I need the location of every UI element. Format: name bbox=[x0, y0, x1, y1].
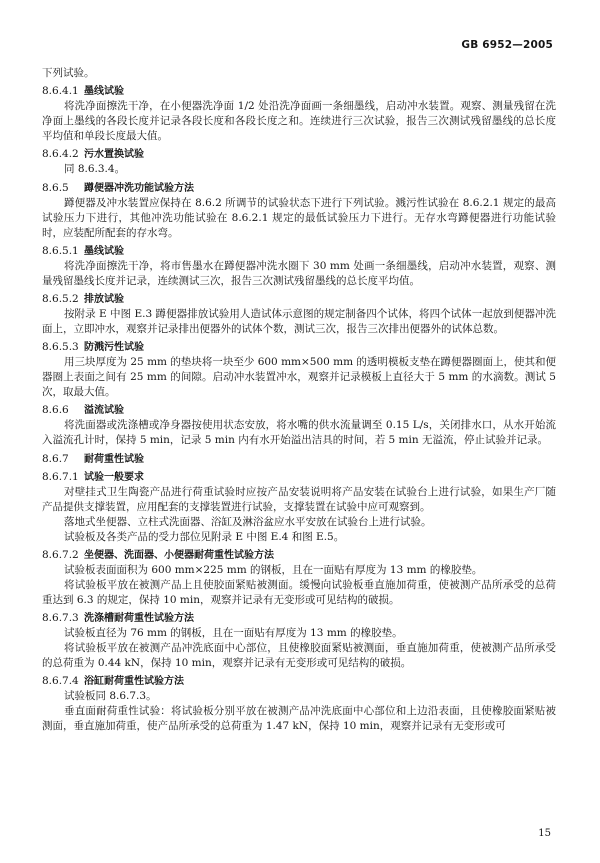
standard-code-header: GB 6952—2005 bbox=[461, 39, 553, 51]
section-title: 防溅污性试验 bbox=[84, 342, 144, 354]
section-number: 8.6.5.2 bbox=[42, 292, 79, 305]
section-heading bbox=[42, 548, 556, 563]
section-number: 8.6.5.3 bbox=[42, 341, 79, 354]
paragraph: 将洗净面擦洗干净，在小便器洗净面 1/2 处沿洗净面画一条细墨线，启动冲水装置。观察、测量残留在洗净面上墨线的各段长度并记录各段长度和各段长度之和。连续进行三次试验，报告三次测试残留墨线的总长度平均值和单段长度最大值。 bbox=[42, 100, 556, 143]
paragraph: 试验板表面面积为 600 mm×225 mm 的钢板，且在一面贴有厚度为 13 mm 的橡胶垫。 bbox=[64, 563, 483, 576]
section-title: 排放试验 bbox=[84, 293, 124, 305]
paragraph: 按附录 E 中图 E.3 蹲便器排放试验用人造试体示意图的规定制备四个试体，将四个试体一起放到便器冲洗面上，立即冲水，观察并记录排出便器外的试体个数，测试三次，报告三次排出便器外的试体总数。 bbox=[42, 307, 556, 335]
section-title: 试验一般要求 bbox=[84, 471, 144, 483]
section-title: 浴缸耐荷重性试验方法 bbox=[84, 676, 184, 688]
section-title: 污水置换试验 bbox=[84, 149, 144, 161]
section-number: 8.6.6 bbox=[42, 404, 69, 417]
paragraph: 蹲便器及冲水装置应保持在 8.6.2 所调节的试验状态下进行下列试验。溅污性试验在 8.6.2.1 规定的最高试验压力下进行，其他冲洗功能试验在 8.6.2.1 规定的最低试验压力下进行。无存水弯蹲便器进行功能试验时，应装配所配套的存水弯。 bbox=[42, 196, 556, 239]
section-heading bbox=[42, 244, 556, 259]
paragraph: 将试验板平放在被测产品上且使胶面紧贴被测面。缓慢向试验板垂直施加荷重，使被测产品所承受的总荷重达到 6.3 的规定，保持 10 min，观察并记录有无变形或可见结构的破损。 bbox=[42, 578, 556, 606]
section-heading bbox=[42, 181, 556, 196]
section-number: 8.6.7.4 bbox=[42, 675, 79, 688]
paragraph: 对壁挂式卫生陶瓷产品进行荷重试验时应按产品安装说明将产品安装在试验台上进行试验，如果生产厂随产品提供支撑装置，应用配套的支撑装置进行试验，支撑装置在试验中应可观察到。 bbox=[42, 485, 556, 513]
section-number: 8.6.7.1 bbox=[42, 470, 79, 483]
section-number: 8.6.4.1 bbox=[42, 85, 79, 98]
section-heading bbox=[42, 611, 556, 626]
section-number: 8.6.7 bbox=[42, 452, 69, 465]
paragraph: 试验板直径为 76 mm 的钢板，且在一面贴有厚度为 13 mm 的橡胶垫。 bbox=[64, 627, 403, 640]
section-heading bbox=[42, 674, 556, 689]
section-heading bbox=[42, 84, 556, 99]
paragraph: 下列试验。 bbox=[42, 67, 95, 79]
paragraph: 垂直面耐荷重性试验：将试验板分别平放在被测产品冲洗底面中心部位和上边沿表面，且使橡胶面紧贴被测面，垂直施加荷重，使产品所承受的总荷重为 1.47 kN，保持 10 min，观察并记录有无变形或可 bbox=[42, 705, 556, 733]
section-title: 耐荷重性试验 bbox=[84, 453, 144, 465]
paragraph: 将洗净面擦洗干净，将市售墨水在蹲便器冲洗水圈下 30 mm 处画一条细墨线，启动冲水装置，观察、测量残留墨线长度并记录，连续测试三次，报告三次测试残留墨线的总长度平均值。 bbox=[42, 259, 556, 287]
section-title: 墨线试验 bbox=[84, 86, 124, 98]
paragraph: 将试验板平放在被测产品冲洗底面中心部位，且使橡胶面紧贴被测面，垂直施加荷重，使被测产品所承受的总荷重为 0.44 kN，保持 10 min，观察并记录有无变形或可见结构的破损。 bbox=[42, 642, 556, 670]
section-title: 坐便器、洗面器、小便器耐荷重性试验方法 bbox=[84, 549, 274, 561]
section-number: 8.6.5.1 bbox=[42, 244, 79, 257]
paragraph: 试验板及各类产品的受力部位见附录 E 中图 E.4 和图 E.5。 bbox=[64, 530, 345, 543]
paragraph: 试验板同 8.6.7.3。 bbox=[64, 690, 157, 703]
page-number: 15 bbox=[538, 828, 551, 839]
section-heading bbox=[42, 147, 556, 162]
section-number: 8.6.7.2 bbox=[42, 548, 79, 561]
section-heading bbox=[42, 452, 556, 467]
section-heading bbox=[42, 292, 556, 307]
paragraph: 将洗面器或洗涤槽或净身器按使用状态安放，将水嘴的供水流量调至 0.15 L/s，关闭排水口，从水开始流入溢流孔计时，保持 5 min，记录 5 min 内有水开始溢出洁具的时间，若 5 min 无溢流，停止试验并记录。 bbox=[42, 419, 556, 447]
section-title: 墨线试验 bbox=[84, 245, 124, 257]
section-number: 8.6.4.2 bbox=[42, 148, 79, 161]
section-heading bbox=[42, 403, 556, 418]
section-number: 8.6.7.3 bbox=[42, 612, 79, 625]
section-number: 8.6.5 bbox=[42, 181, 69, 194]
section-heading bbox=[42, 470, 556, 485]
section-title: 蹲便器冲洗功能试验方法 bbox=[84, 182, 194, 194]
section-title: 溢流试验 bbox=[84, 405, 124, 417]
section-title: 洗涤槽耐荷重性试验方法 bbox=[84, 613, 194, 625]
paragraph: 同 8.6.3.4。 bbox=[64, 163, 126, 176]
paragraph: 用三块厚度为 25 mm 的垫块将一块至少 600 mm×500 mm 的透明模板支垫在蹲便器圈面上，使其和便器圈上表面之间有 25 mm 的间隙。启动冲水装置冲水，观察并记录模板上直径大于 5 mm 的水滴数。测试 5 次，取最大值。 bbox=[42, 356, 556, 399]
document-body bbox=[42, 66, 556, 734]
section-heading bbox=[42, 340, 556, 355]
paragraph: 落地式坐便器、立柱式洗面器、浴缸及淋浴盆应水平安放在试验台上进行试验。 bbox=[64, 515, 432, 528]
